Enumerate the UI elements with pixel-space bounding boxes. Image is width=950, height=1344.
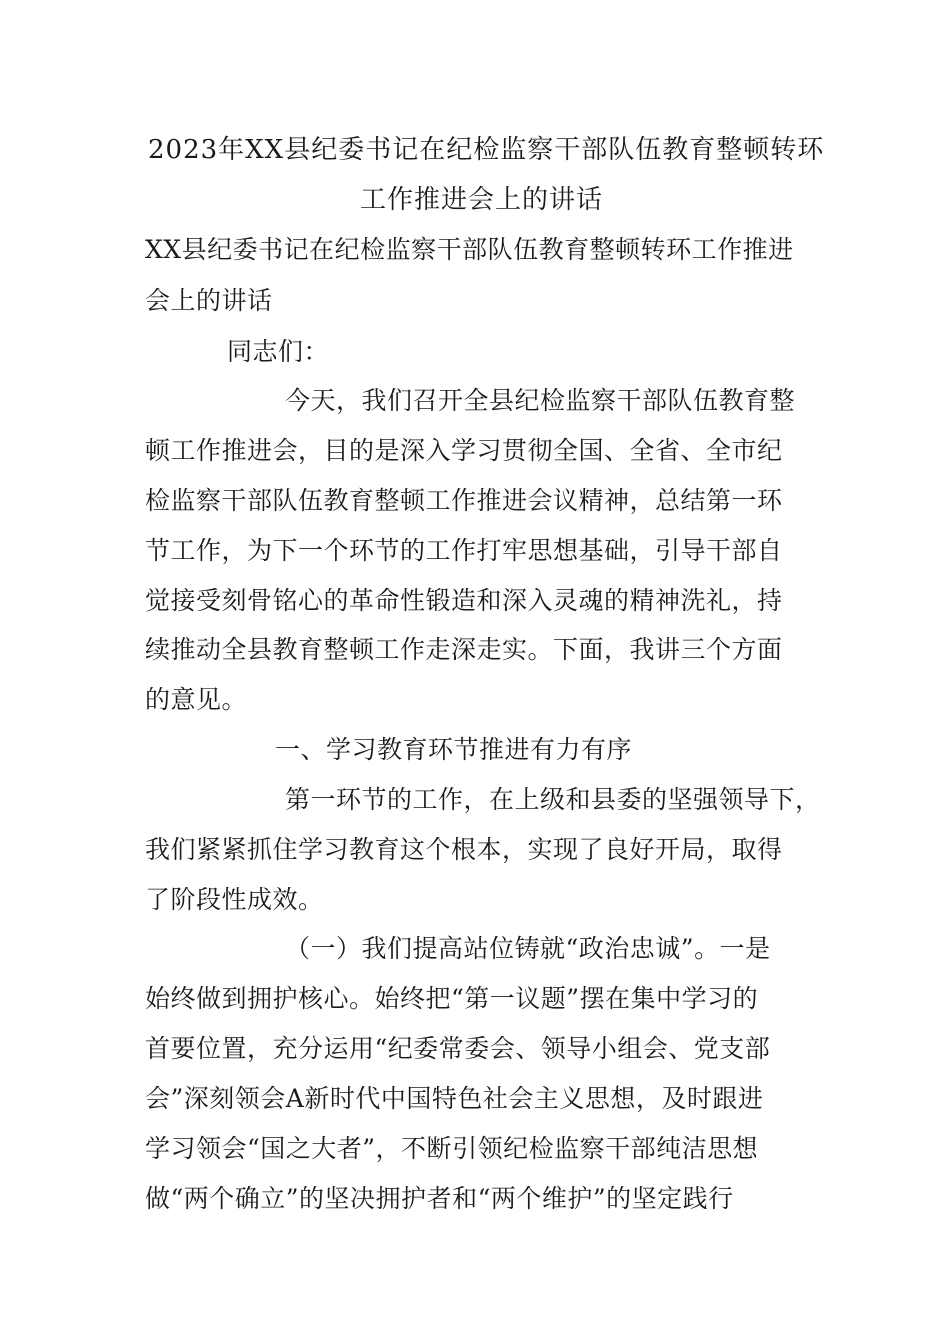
paragraph-line: 做“两个确立”的坚决拥护者和“两个维护”的坚定践行 bbox=[145, 1184, 734, 1213]
paragraph-line: 续推动全县教育整顿工作走深走实。下面，我讲三个方面 bbox=[145, 635, 783, 664]
paragraph-line: 第一环节的工作，在上级和县委的坚强领导下， bbox=[285, 785, 821, 814]
paragraph-line: 学习领会“国之大者”，不断引领纪检监察干部纯洁思想 bbox=[145, 1134, 759, 1163]
paragraph-line: 了阶段性成效。 bbox=[145, 885, 324, 914]
paragraph-line: 始终做到拥护核心。始终把“第一议题”摆在集中学习的 bbox=[145, 984, 759, 1013]
subtitle-line-2: 会上的讲话 bbox=[145, 286, 273, 315]
subtitle-line-1: XX县纪委书记在纪检监察干部队伍教育整顿转环工作推进 bbox=[145, 235, 794, 264]
paragraph-line: 顿工作推进会，目的是深入学习贯彻全国、全省、全市纪 bbox=[145, 436, 783, 465]
paragraph-line: 的意见。 bbox=[145, 685, 248, 714]
paragraph-line: 检监察干部队伍教育整顿工作推进会议精神，总结第一环 bbox=[145, 486, 783, 515]
paragraph-line: 会”深刻领会A新时代中国特色社会主义思想，及时跟进 bbox=[145, 1084, 764, 1113]
paragraph-line: 我们紧紧抓住学习教育这个根本，实现了良好开局，取得 bbox=[145, 835, 783, 864]
title-line-1: 2023年XX县纪委书记在纪检监察干部队伍教育整顿转环 bbox=[148, 135, 825, 165]
paragraph-line: 首要位置，充分运用“纪委常委会、领导小组会、党支部 bbox=[145, 1034, 771, 1063]
title-line-2: 工作推进会上的讲话 bbox=[360, 185, 604, 215]
paragraph-line: 觉接受刻骨铭心的革命性锻造和深入灵魂的精神洗礼，持 bbox=[145, 586, 783, 615]
paragraph-line: 今天，我们召开全县纪检监察干部队伍教育整 bbox=[285, 386, 796, 415]
paragraph-line: 节工作，为下一个环节的工作打牢思想基础，引导干部自 bbox=[145, 536, 783, 565]
section-heading: 一、学习教育环节推进有力有序 bbox=[275, 735, 633, 764]
salutation: 同志们： bbox=[227, 337, 330, 366]
paragraph-line: （一）我们提高站位铸就“政治忠诚”。一是 bbox=[285, 934, 771, 963]
